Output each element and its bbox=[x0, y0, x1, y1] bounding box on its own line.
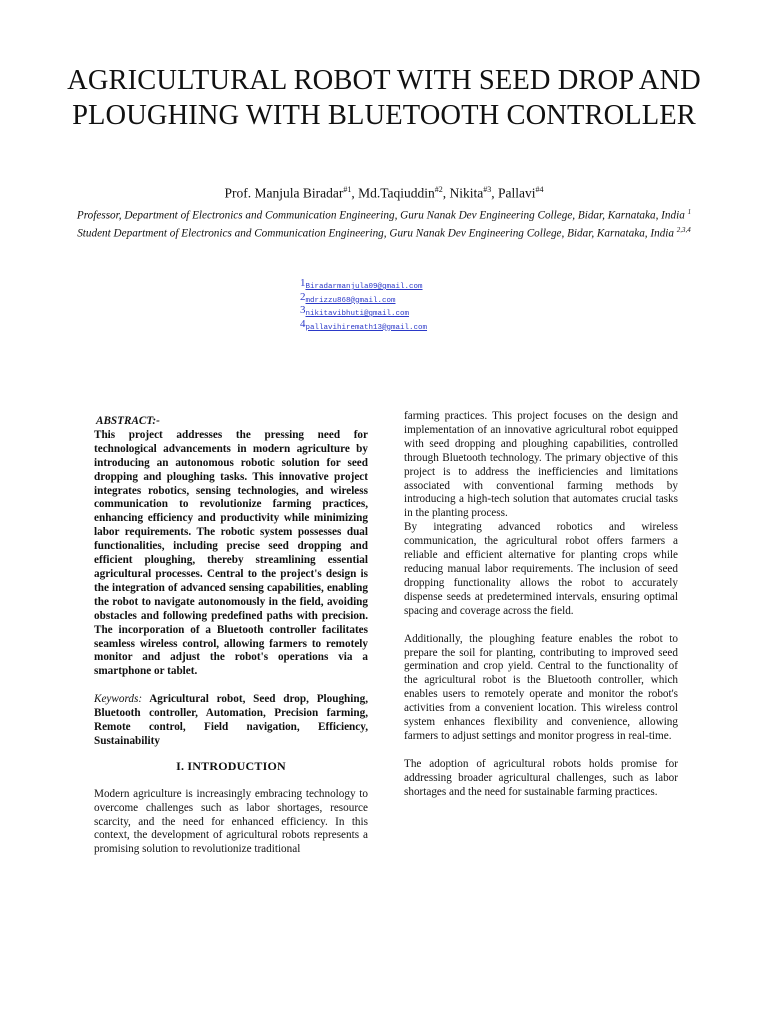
affiliations bbox=[70, 205, 698, 241]
author-name: Nikita bbox=[449, 185, 484, 201]
author-name: Md.Taqiuddin bbox=[358, 185, 435, 201]
affiliation-students: Student Department of Electronics and Communication Engineering, Guru Nanak Dev Engineering College, Bidar, Karnataka, India $^{2,3,4}$ bbox=[77, 226, 691, 240]
email-link[interactable]: pallavihiremath13@gmail.com bbox=[305, 323, 428, 332]
section-heading-introduction: I. INTRODUCTION bbox=[176, 758, 286, 773]
author-list: Prof. Manjula Biradar$^{\#1}$, Md.Taqiuddin$^{\#2}$, Nikita$^{\#3}$, Pallavi$^{\#4}$ bbox=[224, 185, 544, 201]
body-paragraph: farming practices. This project focuses on the design and implementation of an innovative agricultural robot equipped with seed dropping and ploughing capabilities, controlled through Bluetooth technology. The primary objective of this project is to address the inefficiencies and limitations associated with conventional farming methods by introducing a high-tech solution that automates crucial tasks in the planting process. bbox=[404, 410, 678, 520]
author-sup: #2 bbox=[434, 185, 443, 194]
affiliation-professor: Professor, Department of Electronics and Communication Engineering, Guru Nanak Dev Engineering College, Bidar, Karnataka, India $^1$ bbox=[76, 208, 692, 222]
keywords-label: Keywords: bbox=[94, 693, 143, 706]
right-column bbox=[404, 410, 678, 800]
email-link[interactable]: nikitavibhuti@gmail.com bbox=[305, 310, 410, 318]
body-paragraph: By integrating advanced robotics and wireless communication, the agricultural robot offers farmers a reliable and efficient alternative for planting crops while reducing manual labor requirements. The inclusion of seed dropping functionality allows the robot to accurately dispense seeds at predetermined intervals, ensuring optimal spacing and coverage across the field. bbox=[404, 521, 678, 617]
keywords bbox=[94, 693, 368, 749]
author-name: Pallavi bbox=[498, 185, 536, 201]
paper-title: AGRICULTURAL ROBOT WITH SEED DROP AND PLOUGHING WITH BLUETOOTH CONTROLLER bbox=[67, 65, 701, 131]
left-column bbox=[94, 415, 368, 857]
email-item: 1Biradarmanjula09@gmail.com bbox=[300, 277, 423, 291]
email-item: 4pallavihiremath13@gmail.com bbox=[300, 317, 428, 332]
body-paragraph: Additionally, the ploughing feature enables the robot to prepare the soil for planting, contributing to improved seed germination and crop yield. Central to the functionality of the agricultural robot is the Bluetooth controller, which enables users to remotely operate and monitor the robot's activities from a convenient location. This wireless control system enhances flexibility and convenience, allowing farmers to adjust settings and monitor progress in real-time. bbox=[404, 632, 678, 742]
body-paragraph: The adoption of agricultural robots holds promise for addressing broader agricultural challenges, such as labor shortages and the need for sustainable farming practices. bbox=[404, 757, 678, 798]
email-item: 2mdrizzu868@gmail.com bbox=[300, 290, 396, 305]
keywords-body: Agricultural robot, Seed drop, Ploughing, Bluetooth controller, Automation, Precision farming, Remote control, Field navigation, Efficiency, Sustainability bbox=[94, 693, 368, 747]
email-list bbox=[300, 277, 500, 331]
email-item: 3nikitavibhuti@gmail.com bbox=[300, 304, 410, 318]
intro-paragraph: Modern agriculture is increasingly embracing technology to overcome challenges such as labor shortages, resource scarcity, and the need for enhanced efficiency. In this context, the development of agricultural robots represents a promising solution to revolutionize traditional bbox=[94, 787, 368, 856]
abstract-body: This project addresses the pressing need for technological advancements in modern agriculture by introducing an autonomous robotic solution for seed dropping and ploughing tasks. This innovative project integrates robotics, sensing technologies, and wireless communication to revolutionize farming practices, enhancing efficiency and productivity while minimizing labor requirements. The robotic system possesses dual functionalities, including precise seed dropping and efficient ploughing, thereby streamlining essential agricultural processes. Central to the project's design is the integration of advanced sensing capabilities, enabling the robot to navigate autonomously in the field, avoiding obstacles and following predefined paths with precision. The incorporation of a Bluetooth controller facilitates seamless wireless control, allowing farmers to remotely monitor and adjust the robot's operations via a smartphone or tablet. bbox=[94, 428, 368, 678]
email-link[interactable]: Biradarmanjula09@gmail.com bbox=[305, 283, 423, 291]
author-name: Prof. Manjula Biradar bbox=[224, 185, 344, 201]
author-sup: #3 bbox=[483, 185, 492, 194]
author-sup: #4 bbox=[535, 185, 544, 194]
author-sup: #1 bbox=[343, 185, 352, 194]
abstract-heading: ABSTRACT:- bbox=[96, 415, 160, 427]
email-link[interactable]: mdrizzu868@gmail.com bbox=[305, 296, 396, 305]
